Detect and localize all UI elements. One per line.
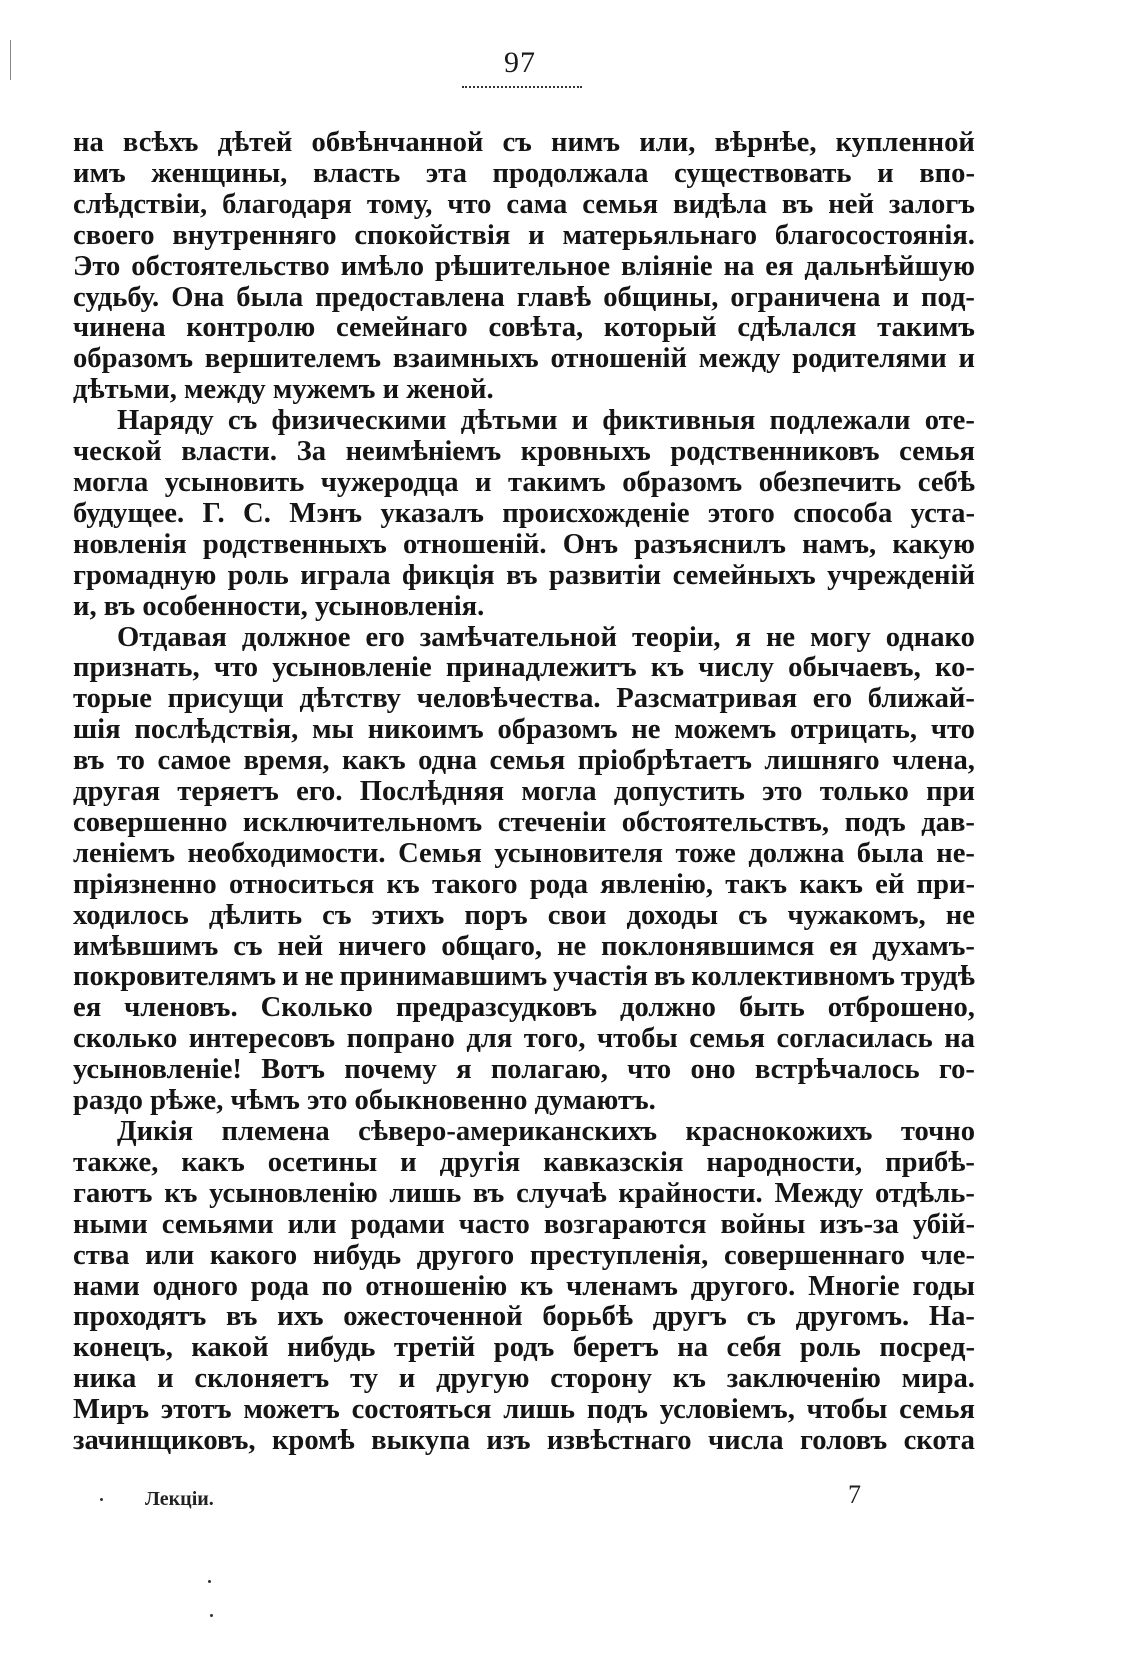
- text-line: Наряду съ физическими дѣтьми и фиктивныя подлежали оте-: [117, 405, 975, 437]
- text-line: новленія родственныхъ отношеній. Онъ разъяснилъ намъ, какую: [73, 528, 975, 560]
- text-line: слѣдствіи, благодаря тому, что сама семья видѣла въ ней залогъ: [73, 188, 975, 220]
- page-number: 97: [504, 46, 536, 79]
- text-line: имѣвшимъ съ ней ничего общаго, не поклонявшимся ея духамъ-: [73, 930, 975, 962]
- paragraph-2: [73, 406, 975, 622]
- text-line: ходилось дѣлить съ этихъ поръ свои доходы съ чужакомъ, не: [73, 899, 975, 931]
- text-line: могла усыновить чужеродца и такимъ образомъ обезпечить себѣ: [73, 466, 975, 498]
- text-line: ческой власти. За неимѣніемъ кровныхъ родственниковъ семья: [73, 436, 975, 468]
- paragraph-1: [73, 128, 975, 406]
- text-line: конецъ, какой нибудь третій родъ беретъ на себя роль посред-: [73, 1332, 975, 1364]
- text-line: усыновленіе! Вотъ почему я полагаю, что оно встрѣчалось го-: [73, 1054, 975, 1086]
- text-line: проходятъ въ ихъ ожесточенной борьбѣ другъ съ другомъ. На-: [73, 1301, 975, 1333]
- text-line: другая теряетъ его. Послѣдняя могла допустить это только при: [73, 776, 975, 808]
- paragraph-3: [73, 623, 975, 1118]
- text-line: ства или какого нибудь другого преступленія, совершеннаго чле-: [73, 1239, 975, 1271]
- text-line: ными семьями или родами часто возгараются войны изъ-за убій-: [73, 1208, 975, 1240]
- paragraph-4: [73, 1117, 975, 1457]
- text-line: чинена контролю семейнаго совѣта, который сдѣлался такимъ: [73, 312, 975, 344]
- text-line: зачинщиковъ, кромѣ выкупа изъ извѣстнаго числа головъ скота: [73, 1425, 975, 1457]
- text-line: на всѣхъ дѣтей обвѣнчанной съ нимъ или, вѣрнѣе, купленной: [73, 127, 975, 158]
- text-line: пріязненно относиться къ такого рода явленію, такъ какъ ей при-: [73, 868, 975, 900]
- text-line: Миръ этотъ можетъ состояться лишь подъ условіемъ, чтобы семья: [73, 1394, 975, 1426]
- text-line: совершенно исключительномъ стеченіи обстоятельствъ, подъ дав-: [73, 806, 975, 838]
- text-line: сколько интересовъ попрано для того, чтобы семья согласилась на: [73, 1023, 975, 1055]
- text-line: торые присущи дѣтству человѣчества. Разсматривая его ближай-: [73, 683, 975, 715]
- text-line: въ то самое время, какъ одна семья пріобрѣтаетъ лишняго члена,: [73, 745, 975, 777]
- body-text: [73, 128, 975, 1457]
- text-line: дѣтьми, между мужемъ и женой.: [73, 374, 494, 406]
- margin-mark: [10, 40, 11, 80]
- text-line: образомъ вершителемъ взаимныхъ отношеній между родителями и: [73, 343, 975, 375]
- text-line: признать, что усыновленіе принадлежитъ къ числу обычаевъ, ко-: [73, 652, 975, 684]
- page-number-rule: [462, 86, 582, 88]
- text-line: Это обстоятельство имѣло рѣшительное вліяніе на ея дальнѣйшую: [73, 250, 975, 282]
- text-line: шія послѣдствія, мы никоимъ образомъ не можемъ отрицать, что: [73, 714, 975, 746]
- text-line: ея членовъ. Сколько предразсудковъ должно быть отброшено,: [73, 992, 975, 1024]
- text-line: имъ женщины, власть эта продолжала существовать и впо-: [73, 157, 975, 189]
- text-line: и, въ особенности, усыновленія.: [73, 590, 485, 622]
- text-line: покровителямъ и не принимавшимъ участія въ коллективномъ трудѣ: [73, 961, 975, 993]
- print-speck: [100, 1498, 103, 1501]
- text-line: судьбу. Она была предоставлена главѣ общины, ограничена и под-: [73, 281, 975, 313]
- text-line: Дикія племена сѣверо-американскихъ краснокожихъ точно: [117, 1116, 975, 1147]
- print-speck: [208, 1580, 211, 1583]
- text-line: Отдавая должное его замѣчательной теоріи, я не могу однако: [117, 621, 975, 653]
- text-line: раздо рѣже, чѣмъ это обыкновенно думаютъ.: [73, 1085, 656, 1117]
- text-line: громадную роль играла фикція въ развитіи семейныхъ учрежденій: [73, 559, 975, 591]
- text-line: гаютъ къ усыновленію лишь въ случаѣ крайности. Между отдѣль-: [73, 1177, 975, 1209]
- text-line: также, какъ осетины и другія кавказскія народности, прибѣ-: [73, 1146, 975, 1178]
- text-line: своего внутренняго спокойствія и матерьяльнаго благосостоянія.: [73, 219, 975, 251]
- text-line: ника и склоняетъ ту и другую сторону къ заключенію мира.: [73, 1363, 975, 1395]
- footer-sheet-number: 7: [848, 1480, 861, 1509]
- print-speck: [210, 1614, 213, 1617]
- footer-signature: Лекціи.: [145, 1488, 214, 1510]
- text-line: леніемъ необходимости. Семья усыновителя тоже должна была не-: [73, 837, 975, 869]
- text-line: нами одного рода по отношенію къ членамъ другого. Многіе годы: [73, 1270, 975, 1302]
- text-line: будущее. Г. С. Мэнъ указалъ происхожденіе этого способа уста-: [73, 497, 975, 529]
